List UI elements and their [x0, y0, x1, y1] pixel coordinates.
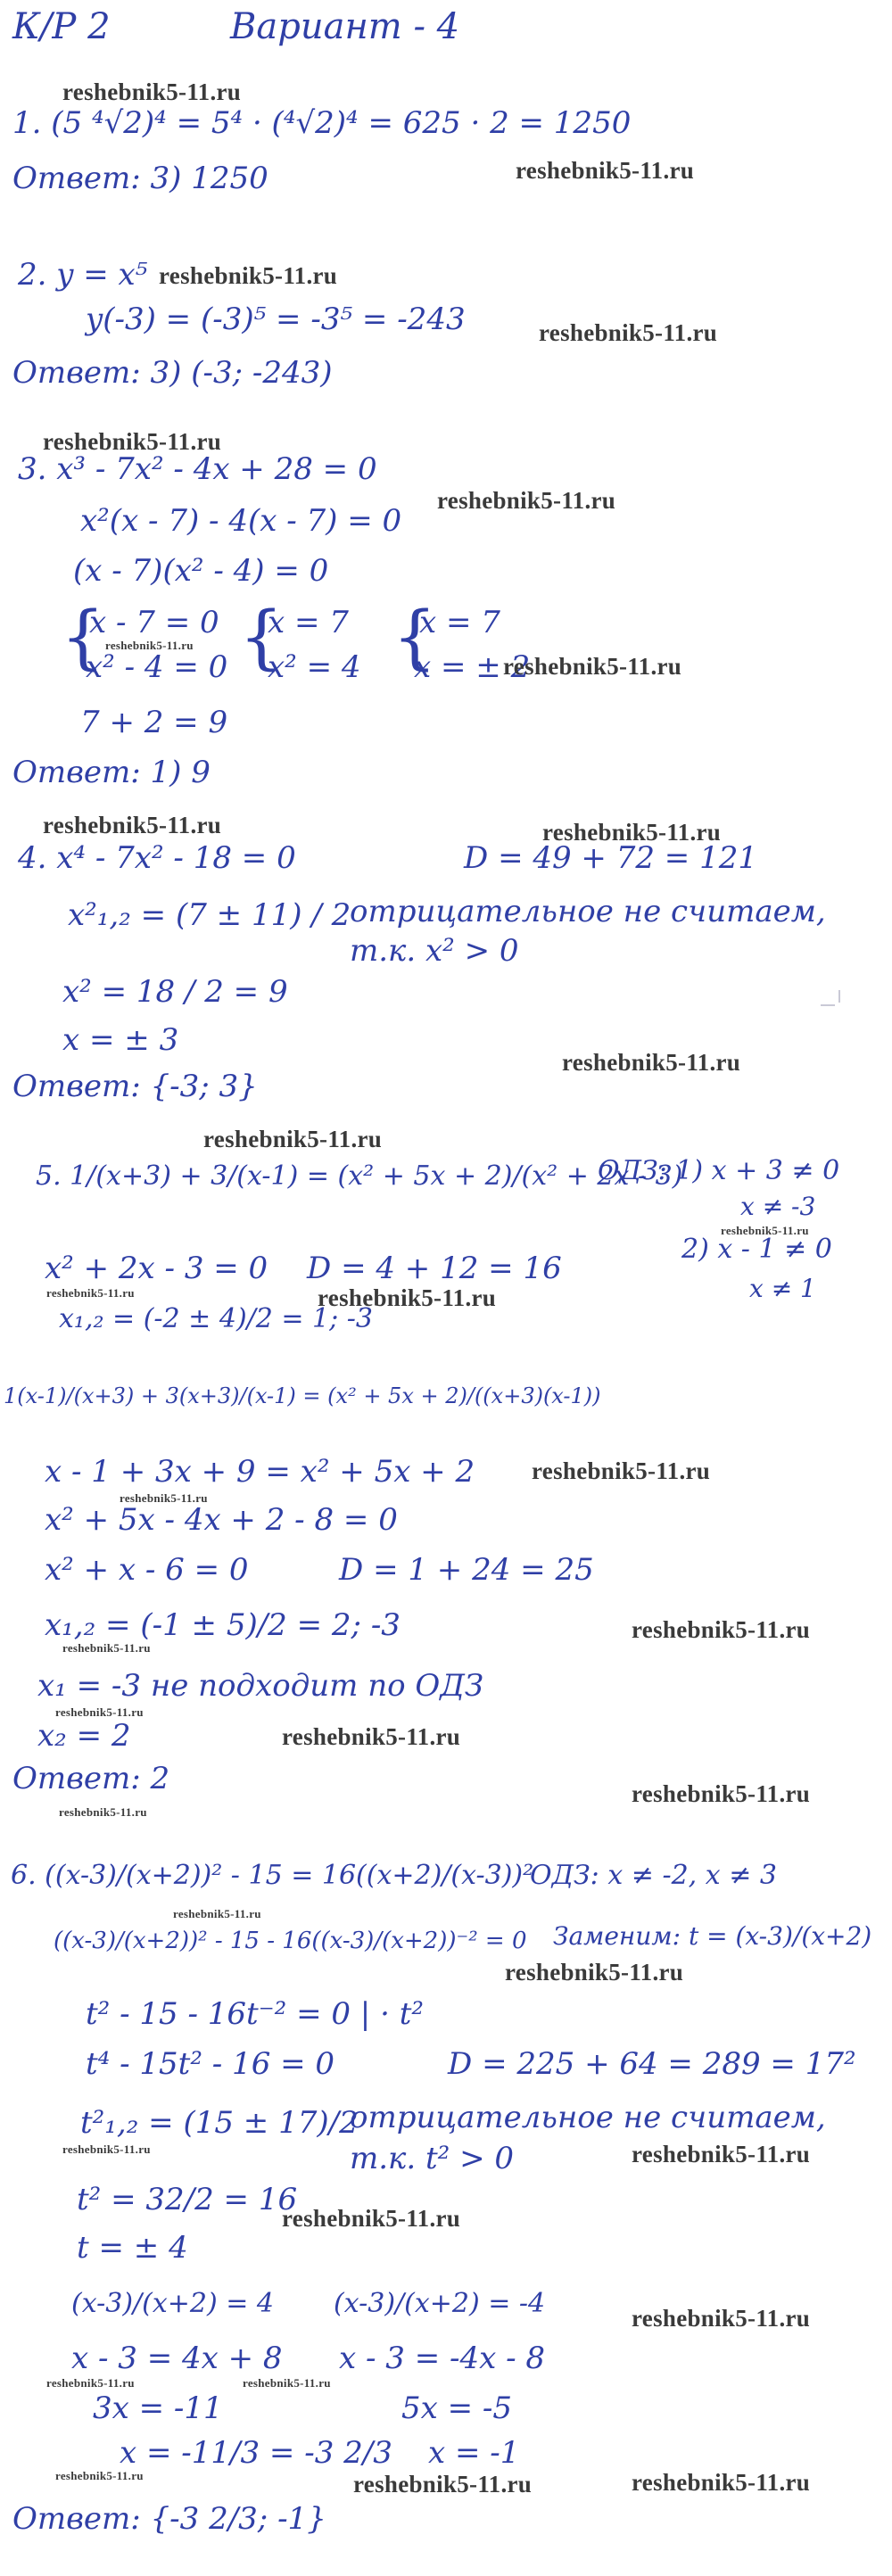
problem-6-case-a-step-1: x - 3 = 4x + 8 [71, 2341, 283, 2376]
watermark: reshebnik5-11.ru [203, 1126, 383, 1152]
problem-3-factored: (x - 7)(x² - 4) = 0 [73, 553, 329, 589]
problem-1-answer: Ответ: 3) 1250 [12, 161, 268, 196]
problem-6-t-values: t = ± 4 [77, 2230, 188, 2266]
problem-6-substitution: Заменим: t = (x-3)/(x+2) [553, 1921, 872, 1951]
problem-2-answer: Ответ: 3) (-3; -243) [12, 355, 333, 391]
problem-6-note-reason: т.к. t² > 0 [350, 2141, 514, 2176]
problem-5-domain-1: ОДЗ: 1) x + 3 ≠ 0 [598, 1155, 840, 1186]
problem-6-case-a-step-2: 3x = -11 [93, 2390, 223, 2426]
problem-5-auxiliary-roots: x₁,₂ = (-2 ± 4)/2 = 1; -3 [59, 1303, 374, 1334]
problem-3-system2-eq1: x = 7 [268, 605, 349, 640]
watermark: reshebnik5-11.ru [62, 2143, 151, 2156]
watermark: reshebnik5-11.ru [539, 319, 718, 346]
problem-3-system1-eq1: x - 7 = 0 [89, 605, 219, 640]
problem-1-solution: 1. (5 ⁴√2)⁴ = 5⁴ · (⁴√2)⁴ = 625 · 2 = 1250 [12, 105, 632, 141]
problem-4-roots-final: x = ± 3 [62, 1022, 179, 1058]
problem-6-answer: Ответ: {-3 2/3; -1} [12, 2501, 326, 2537]
problem-3-system3-eq1: x = 7 [419, 605, 500, 640]
paper-speck [838, 990, 840, 1003]
problem-3-equation: 3. x³ - 7x² - 4x + 28 = 0 [18, 451, 377, 487]
watermark: reshebnik5-11.ru [532, 1457, 711, 1484]
problem-5-equation: 5. 1/(x+3) + 3/(x-1) = (x² + 5x + 2)/(x² + 2x - 3) [36, 1160, 683, 1192]
watermark: reshebnik5-11.ru [542, 819, 722, 846]
watermark: reshebnik5-11.ru [62, 1641, 151, 1655]
problem-6-roots: t²₁,₂ = (15 ± 17)/2 [80, 2105, 359, 2141]
problem-4-equation: 4. x⁴ - 7x² - 18 = 0 [18, 840, 296, 876]
problem-6-case-b-step-2: 5x = -5 [401, 2390, 513, 2426]
problem-6-case-b-step-1: x - 3 = -4x - 8 [339, 2341, 546, 2376]
problem-3-system3-eq2: x = ± 2 [414, 649, 531, 685]
problem-6-equation: 6. ((x-3)/(x+2))² - 15 = 16((x+2)/(x-3))² [11, 1860, 534, 1891]
watermark: reshebnik5-11.ru [120, 1491, 208, 1505]
problem-6-biquadratic: t⁴ - 15t² - 16 = 0 [86, 2046, 335, 2082]
watermark: reshebnik5-11.ru [437, 487, 616, 514]
problem-5-step-3-discriminant: D = 1 + 24 = 25 [339, 1552, 594, 1588]
problem-5-domain-2-result: x ≠ 1 [749, 1274, 816, 1303]
watermark: reshebnik5-11.ru [62, 78, 242, 105]
watermark: reshebnik5-11.ru [55, 2469, 144, 2482]
watermark: reshebnik5-11.ru [282, 1723, 461, 1750]
watermark: reshebnik5-11.ru [562, 1049, 741, 1076]
problem-6-note: отрицательное не считаем, [350, 2100, 826, 2135]
problem-6-t-equation: t² - 15 - 16t⁻² = 0 | · t² [86, 1996, 424, 2032]
watermark: reshebnik5-11.ru [43, 812, 222, 838]
watermark: reshebnik5-11.ru [59, 1805, 147, 1819]
problem-3-sum: 7 + 2 = 9 [80, 705, 228, 740]
problem-5-step-5: x₁ = -3 не подходит по ОДЗ [37, 1668, 484, 1704]
problem-5-step-6: x₂ = 2 [37, 1718, 131, 1754]
problem-5-auxiliary-discriminant: D = 4 + 12 = 16 [307, 1251, 562, 1286]
watermark: reshebnik5-11.ru [173, 1907, 261, 1920]
problem-3-system2-eq2: x² = 4 [268, 649, 361, 685]
system-brace: { [392, 598, 437, 678]
problem-6-case-b-result: x = -1 [428, 2435, 520, 2471]
problem-6-domain: ОДЗ: x ≠ -2, x ≠ 3 [530, 1860, 777, 1891]
problem-4-discriminant: D = 49 + 72 = 121 [464, 840, 757, 876]
watermark: reshebnik5-11.ru [46, 2376, 135, 2390]
problem-4-roots: x²₁,₂ = (7 ± 11) / 2 [68, 897, 351, 933]
watermark: reshebnik5-11.ru [282, 2205, 461, 2232]
paper-speck [821, 1004, 835, 1006]
watermark: reshebnik5-11.ru [632, 2305, 811, 2332]
problem-5-domain-2: 2) x - 1 ≠ 0 [681, 1234, 832, 1265]
problem-6-t-squared: t² = 32/2 = 16 [77, 2182, 298, 2217]
watermark: reshebnik5-11.ru [353, 2471, 533, 2498]
problem-3-grouping: x²(x - 7) - 4(x - 7) = 0 [80, 503, 402, 539]
problem-5-auxiliary-equation: x² + 2x - 3 = 0 [45, 1251, 268, 1286]
watermark: reshebnik5-11.ru [505, 1959, 684, 1986]
watermark: reshebnik5-11.ru [516, 157, 695, 184]
problem-2-function: 2. y = x⁵ [18, 257, 148, 293]
problem-5-step-4: x₁,₂ = (-1 ± 5)/2 = 2; -3 [45, 1607, 401, 1643]
header-test-number: К/Р 2 [12, 6, 111, 47]
watermark: reshebnik5-11.ru [243, 2376, 331, 2390]
problem-5-domain-1-result: x ≠ -3 [740, 1192, 816, 1221]
header-variant: Вариант - 4 [230, 6, 460, 47]
problem-3-system1-eq2: x² - 4 = 0 [86, 649, 228, 685]
problem-5-answer: Ответ: 2 [12, 1761, 170, 1796]
problem-6-discriminant: D = 225 + 64 = 289 = 17² [448, 2046, 856, 2082]
problem-6-case-b-equation: (x-3)/(x+2) = -4 [334, 2288, 546, 2319]
watermark: reshebnik5-11.ru [318, 1284, 497, 1311]
watermark: reshebnik5-11.ru [503, 653, 682, 680]
problem-3-answer: Ответ: 1) 9 [12, 755, 211, 790]
system-brace: { [61, 598, 105, 678]
problem-6-case-a-equation: (x-3)/(x+2) = 4 [71, 2288, 274, 2319]
problem-6-case-a-result: x = -11/3 = -3 2/3 [120, 2435, 392, 2471]
problem-6-rewrite: ((x-3)/(x+2))² - 15 - 16((x-3)/(x+2))⁻² = 0 [54, 1928, 527, 1954]
watermark: reshebnik5-11.ru [46, 1286, 135, 1300]
watermark: reshebnik5-11.ru [159, 262, 338, 289]
watermark: reshebnik5-11.ru [721, 1224, 809, 1237]
watermark: reshebnik5-11.ru [632, 2141, 811, 2167]
watermark: reshebnik5-11.ru [105, 639, 194, 652]
problem-4-square: x² = 18 / 2 = 9 [62, 974, 288, 1010]
watermark: reshebnik5-11.ru [632, 2469, 811, 2496]
problem-4-note-reason: т.к. x² > 0 [350, 933, 519, 969]
problem-5-step-3: x² + x - 6 = 0 [45, 1552, 249, 1588]
problem-5-step-2: x² + 5x - 4x + 2 - 8 = 0 [45, 1502, 398, 1538]
problem-4-note: отрицательное не считаем, [350, 894, 826, 929]
problem-4-answer: Ответ: {-3; 3} [12, 1069, 258, 1104]
system-brace: { [239, 598, 284, 678]
problem-2-value: y(-3) = (-3)⁵ = -3⁵ = -243 [86, 301, 466, 337]
watermark: reshebnik5-11.ru [55, 1705, 144, 1719]
problem-5-common-denominator: 1(x-1)/(x+3) + 3(x+3)/(x-1) = (x² + 5x + 2)/((x+3)(x-1)) [4, 1383, 601, 1408]
watermark: reshebnik5-11.ru [632, 1780, 811, 1807]
problem-5-step-1: x - 1 + 3x + 9 = x² + 5x + 2 [45, 1454, 475, 1490]
watermark: reshebnik5-11.ru [43, 428, 222, 455]
watermark: reshebnik5-11.ru [632, 1616, 811, 1643]
